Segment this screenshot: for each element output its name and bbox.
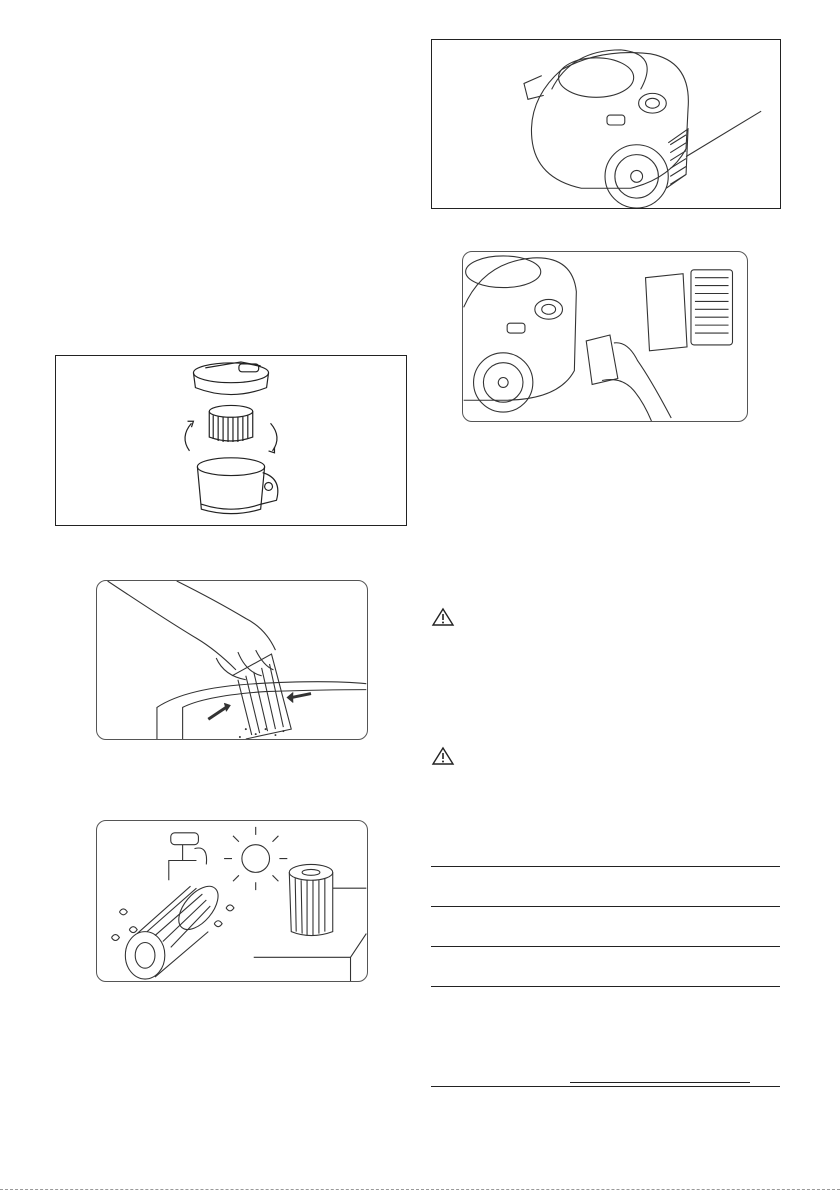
- figure-rear-grille: [431, 39, 781, 209]
- table-rule: [431, 906, 780, 907]
- page-bottom-edge: [0, 1189, 840, 1190]
- table-rule: [431, 866, 780, 867]
- figure-wash-dry: [96, 820, 368, 982]
- warning-triangle-icon: [431, 746, 455, 766]
- figure-filter-assembly: [55, 355, 407, 526]
- filter-assembly-illustration: [56, 356, 406, 525]
- warning-triangle-icon: [431, 607, 455, 627]
- exhaust-filter-illustration: [463, 252, 747, 421]
- rear-grille-illustration: [432, 40, 780, 208]
- table-rule: [431, 946, 780, 947]
- tap-filter-illustration: [97, 581, 367, 739]
- table-rule: [431, 1086, 780, 1087]
- wash-dry-illustration: [97, 821, 367, 981]
- figure-exhaust-filter: [462, 251, 748, 422]
- table-rule: [431, 986, 780, 987]
- figure-tap-filter: [96, 580, 368, 740]
- table-underline: [570, 1082, 750, 1083]
